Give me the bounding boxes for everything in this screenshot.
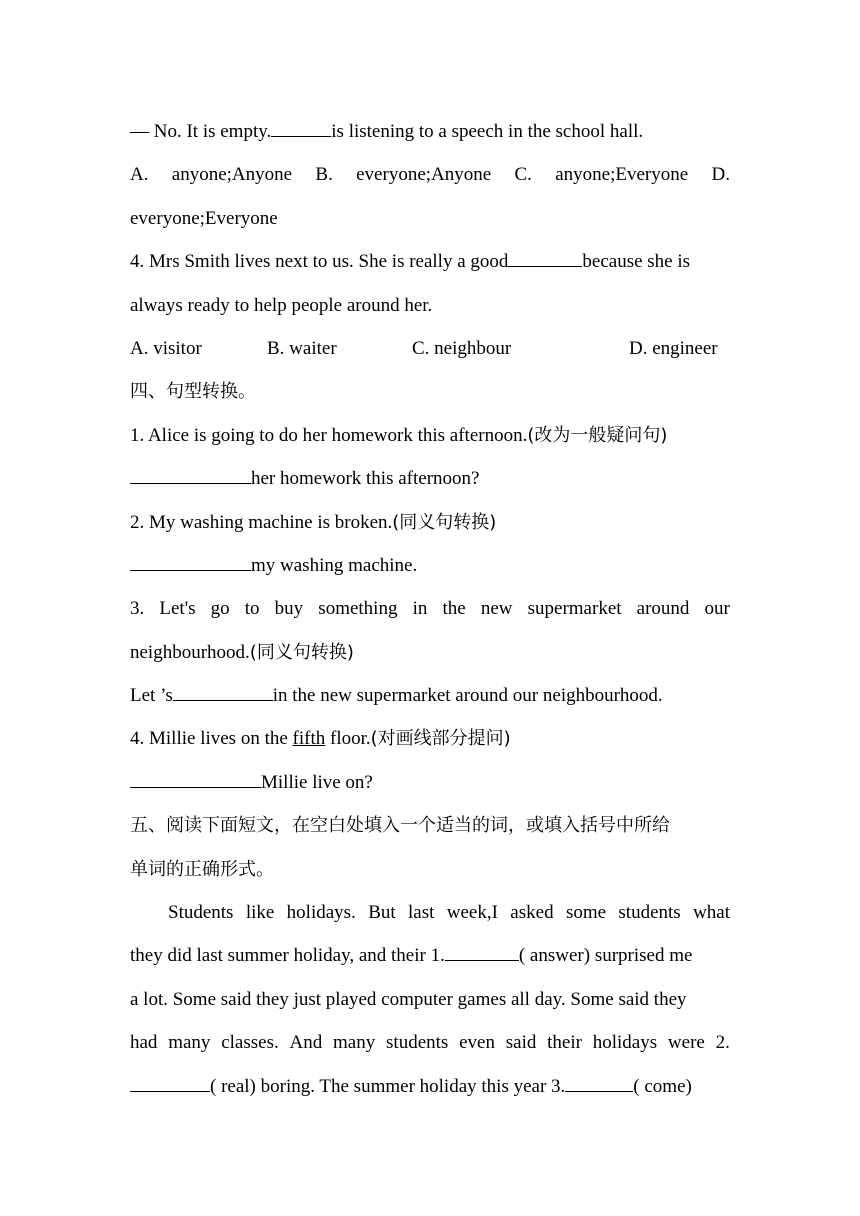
s4-item3-note: (同义句转换)	[249, 641, 354, 663]
word: our	[704, 598, 730, 620]
word: students	[386, 1032, 449, 1054]
q3-option-c: anyone;Everyone	[555, 164, 689, 186]
s4-item4-answer	[130, 761, 730, 804]
q3-option-d-letter: D.	[711, 164, 730, 186]
word: to	[244, 598, 260, 620]
q4-text: 4. Mrs Smith lives next to us. She is really a good	[130, 251, 509, 273]
q4-text-end: because she is	[582, 251, 691, 273]
s4-item1-blank[interactable]	[130, 463, 251, 484]
passage-line3	[130, 978, 730, 1021]
s4-item2-prompt	[130, 501, 730, 544]
passage-line1	[130, 891, 730, 934]
word: said	[505, 1032, 537, 1054]
s4-item3-blank[interactable]	[173, 680, 273, 701]
q3-option-d-line	[130, 197, 730, 240]
q4-answer-blank[interactable]	[508, 246, 582, 267]
q3-option-d: everyone;Everyone	[130, 207, 278, 229]
s4-item4-prompt	[130, 717, 730, 760]
word: around	[636, 598, 690, 620]
q4-text-cont: always ready to help people around her.	[130, 294, 433, 316]
word: something	[318, 598, 398, 620]
word: many	[333, 1032, 376, 1054]
q4-option-b: B. waiter	[267, 337, 337, 359]
q3-options-line	[130, 153, 730, 196]
s4-item1-text: 1. Alice is going to do her homework this afternoon.	[130, 424, 528, 446]
q3-option-b-letter: B.	[315, 164, 333, 186]
q3-answer-blank[interactable]	[271, 116, 331, 137]
s4-item2-answer	[130, 544, 730, 587]
q4-option-a: A. visitor	[130, 337, 202, 359]
s4-item2-answer-text: my washing machine.	[251, 554, 418, 576]
s4-item4-blank[interactable]	[130, 767, 261, 788]
s4-item1-answer-text: her homework this afternoon?	[251, 468, 480, 490]
q4-option-d: D. engineer	[629, 337, 718, 359]
s4-item4-underlined-word: fifth	[292, 728, 326, 750]
word: had	[130, 1032, 158, 1054]
section5-title-line2: 单词的正确形式。	[130, 858, 274, 880]
q3-dialogue-line	[130, 110, 730, 153]
word: Let's	[159, 598, 196, 620]
word: And	[289, 1032, 323, 1054]
word: go	[210, 598, 230, 620]
q4-option-c: C. neighbour	[412, 337, 512, 359]
s4-item1-prompt	[130, 414, 730, 457]
s4-item3-answer-start: Let ’s	[130, 685, 173, 707]
q3-option-a: anyone;Anyone	[171, 164, 293, 186]
passage-text: a lot. Some said they just played computer games all day. Some said they	[130, 988, 687, 1010]
section5-title-line1: 五、阅读下面短文，在空白处填入一个适当的词，或填入括号中所给	[130, 815, 670, 837]
section4-title: 四、句型转换。	[130, 381, 256, 403]
passage-line2	[130, 934, 730, 977]
q3-dialogue-text-end: is listening to a speech in the school hall.	[331, 121, 644, 142]
s4-item4-text-end: floor.	[325, 728, 371, 750]
passage-text: ( real) boring. The summer holiday this year 3.	[210, 1075, 566, 1097]
q4-question-line1	[130, 240, 730, 283]
worksheet-content	[130, 110, 730, 1108]
word: new	[480, 598, 513, 620]
s4-item3-prompt-line1	[130, 587, 730, 630]
s4-item4-answer-text: Millie live on?	[261, 771, 373, 793]
passage-blank-2[interactable]	[130, 1071, 210, 1092]
word: in	[412, 598, 428, 620]
passage-text: Students like holidays. But last week,I asked some students what	[168, 902, 730, 924]
word: buy	[274, 598, 304, 620]
passage-line4	[130, 1021, 730, 1064]
word: 3.	[130, 598, 145, 620]
s4-item1-answer	[130, 457, 730, 500]
word: their	[547, 1032, 582, 1054]
s4-item2-text: 2. My washing machine is broken.	[130, 511, 393, 533]
word: classes.	[221, 1032, 279, 1054]
s4-item2-blank[interactable]	[130, 550, 251, 571]
s4-item1-note: (改为一般疑问句)	[527, 424, 668, 446]
word: many	[168, 1032, 211, 1054]
q4-question-line2	[130, 284, 730, 327]
q3-dialogue-text: — No. It is empty.	[130, 121, 272, 142]
passage-text: they did last summer holiday, and their 1.	[130, 945, 445, 967]
s4-item3-answer	[130, 674, 730, 717]
s4-item2-note: (同义句转换)	[392, 511, 497, 533]
q3-option-b: everyone;Anyone	[356, 164, 492, 186]
s4-item4-text: 4. Millie lives on the	[130, 728, 293, 750]
word: 2.	[715, 1032, 730, 1054]
s4-item3-answer-text: in the new supermarket around our neighbourhood.	[272, 685, 663, 707]
word: were	[667, 1032, 705, 1054]
s4-item4-note: (对画线部分提问)	[370, 728, 511, 750]
passage-text: ( answer) surprised me	[518, 945, 693, 967]
q3-option-a-letter: A.	[130, 164, 149, 186]
q3-option-c-letter: C.	[514, 164, 532, 186]
s4-item3-text-cont: neighbourhood.	[130, 641, 250, 663]
passage-blank-3[interactable]	[565, 1071, 633, 1092]
word: the	[442, 598, 466, 620]
word: holidays	[592, 1032, 658, 1054]
q4-options-line	[130, 327, 730, 370]
passage-line5	[130, 1065, 730, 1108]
s4-item3-prompt-line2	[130, 631, 730, 674]
passage-blank-1[interactable]	[445, 940, 519, 961]
word: even	[459, 1032, 495, 1054]
word: supermarket	[527, 598, 622, 620]
passage-text: ( come)	[633, 1075, 692, 1097]
